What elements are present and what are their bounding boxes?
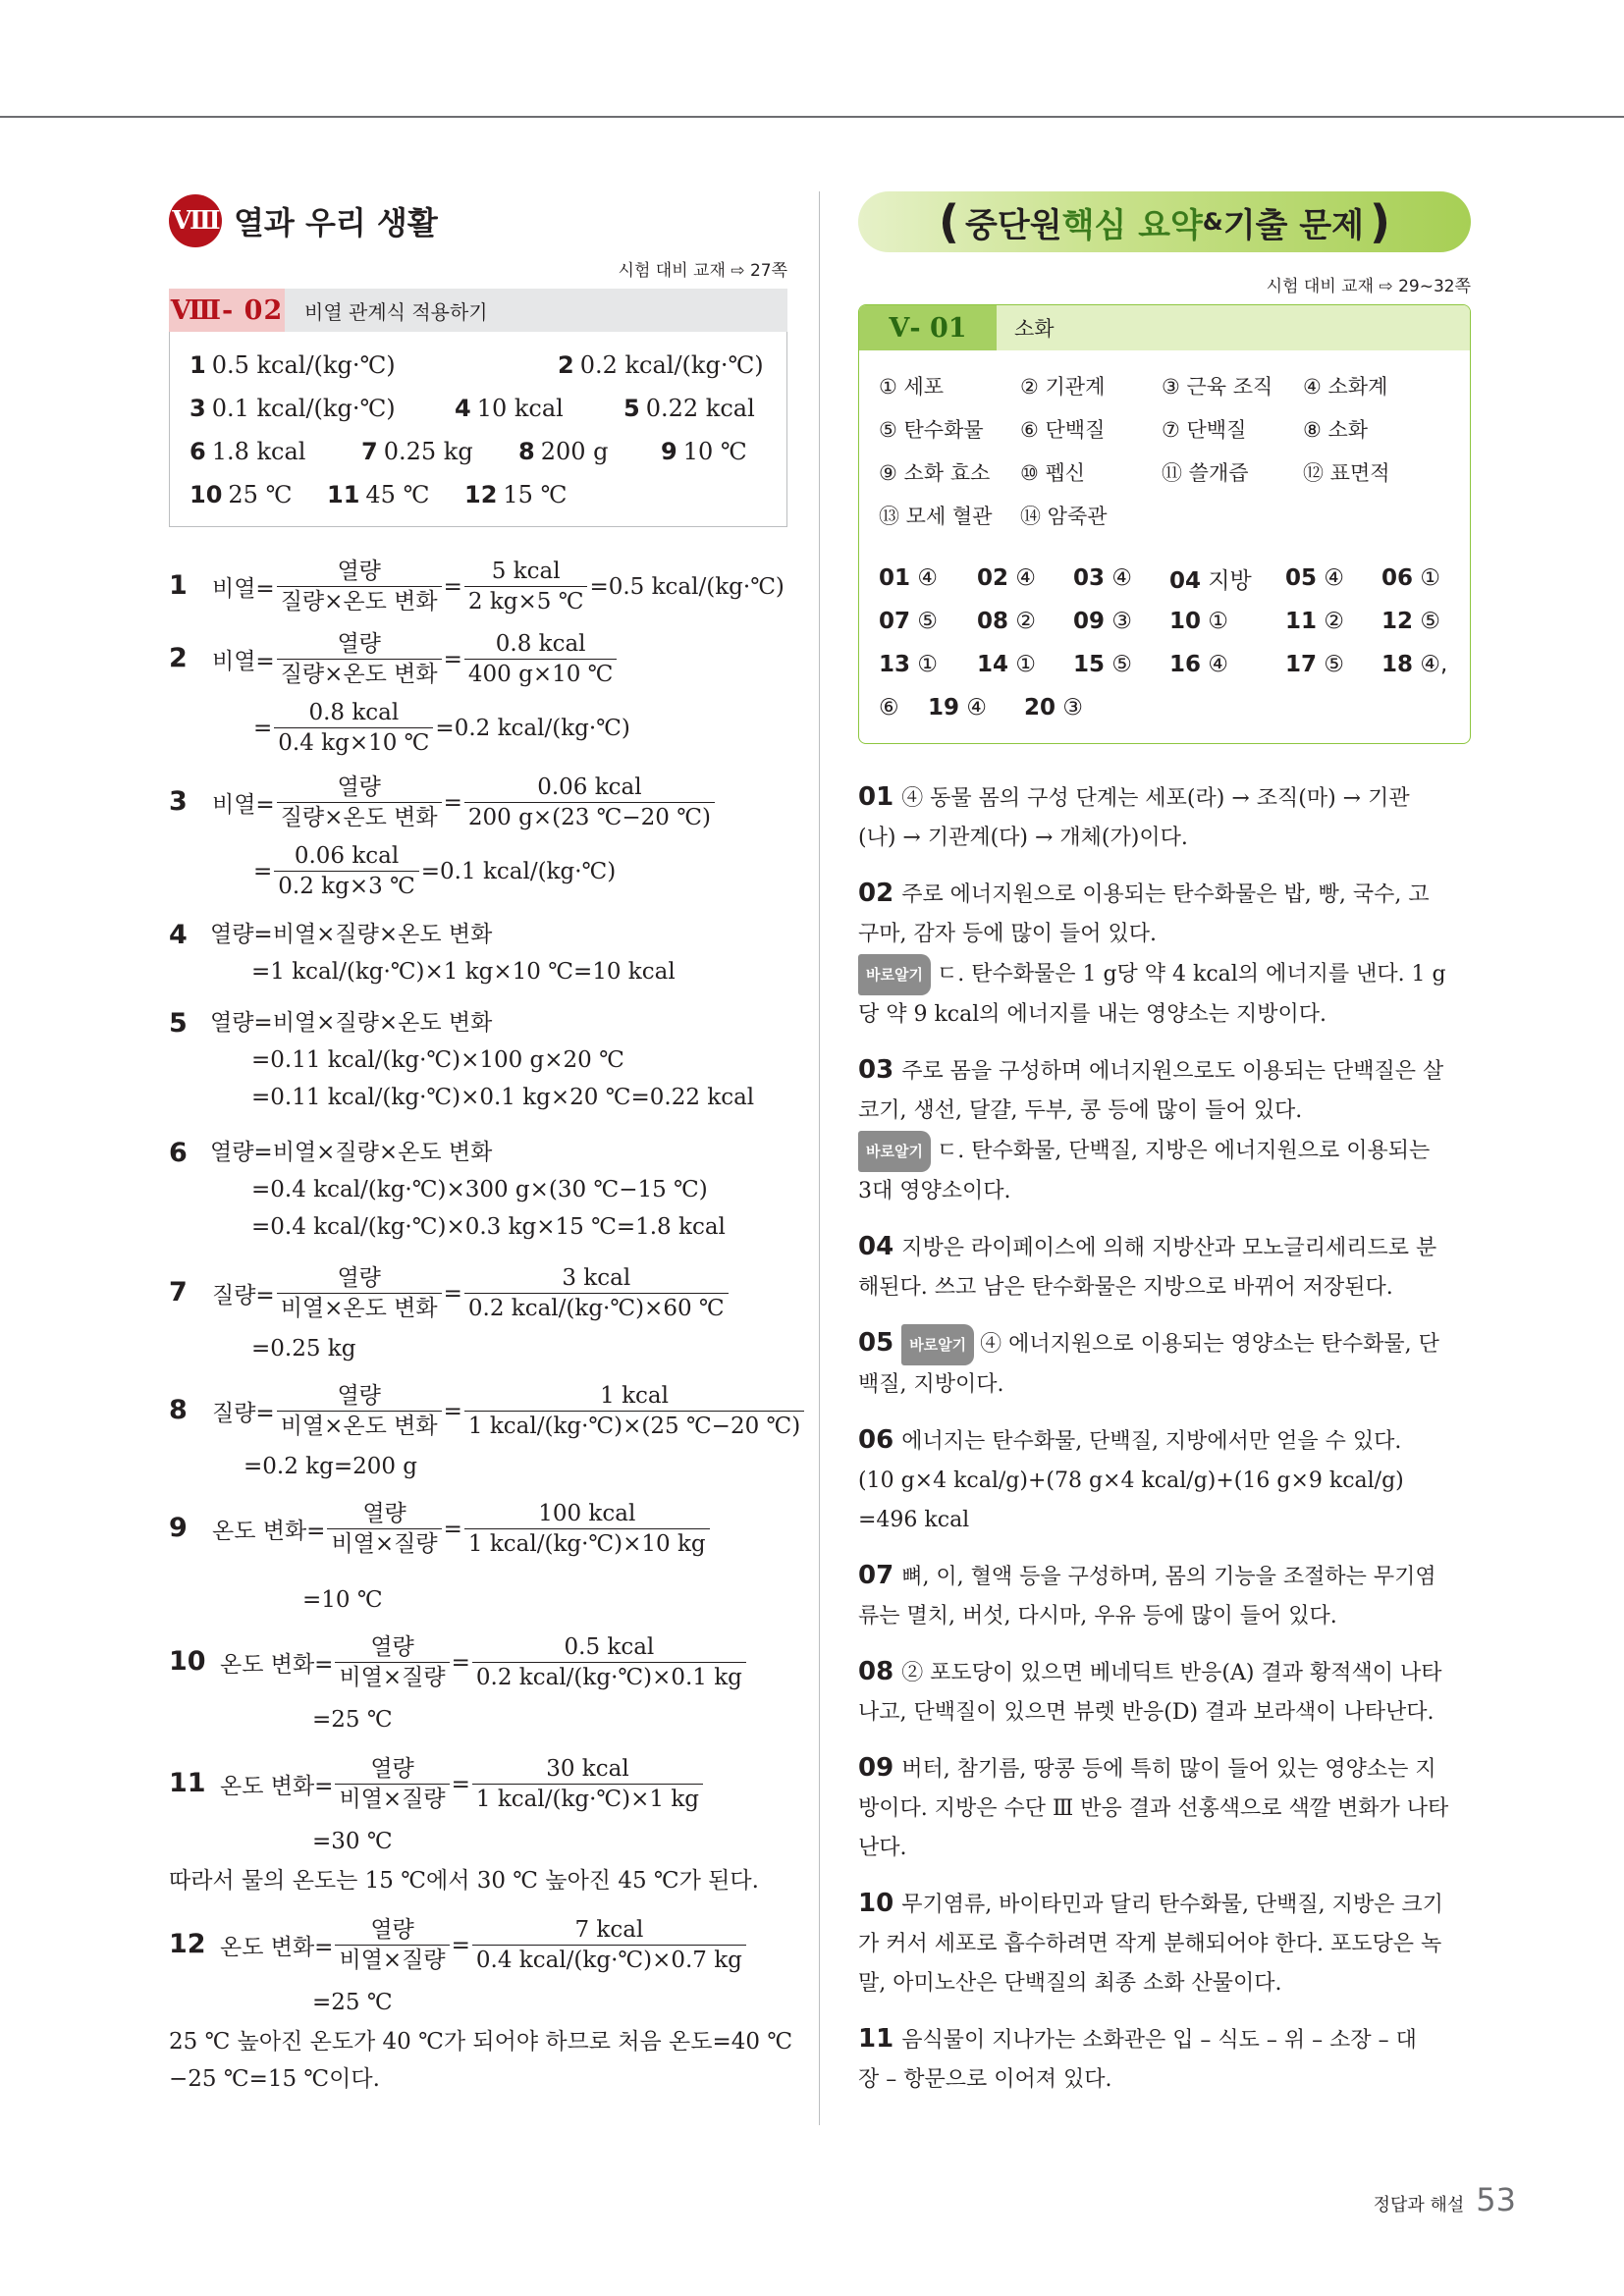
column-divider	[819, 191, 820, 2125]
explanation-text: 뼈, 이, 혈액 등을 구성하며, 몸의 기능을 조절하는 무기염	[901, 1565, 1436, 1589]
eq-lhs: 비열=	[212, 576, 275, 602]
explanation-text: =496 kcal	[858, 1508, 970, 1532]
banner-text: 중단원	[965, 205, 1062, 245]
explanation-04	[858, 1227, 1471, 1308]
solution-number: 2	[169, 643, 188, 673]
explanation-text: 에너지는 탄수화물, 단백질, 지방에서만 얻을 수 있다.	[901, 1429, 1402, 1454]
eq-line: =1 kcal/(kg·℃)×1 kg×10 ℃=10 kcal	[251, 959, 676, 985]
section-code: Ⅷ- 02	[169, 289, 285, 332]
eq-result: =0.5 kcal/(kg·℃)	[589, 573, 785, 600]
answer-item: 7 0.25 kg	[361, 438, 473, 465]
solution-number: 10	[169, 1646, 206, 1677]
answer-box	[169, 332, 787, 527]
banner-text: 핵심 요약	[1061, 205, 1203, 245]
keyword-row	[879, 494, 1450, 537]
answer-item: ⑥	[879, 695, 899, 721]
explanation-text: 당 약 9 kcal의 에너지를 내는 영양소는 지방이다.	[858, 1002, 1327, 1027]
explanation-number: 02	[858, 879, 894, 908]
keyword-item: ① 세포	[879, 375, 945, 399]
eq-lhs: 온도 변화=	[220, 1774, 334, 1799]
eq-result: =10 ℃	[302, 1587, 383, 1613]
summary-banner	[858, 191, 1471, 252]
answer-item: 18 ④,	[1381, 652, 1448, 677]
keyword-item: ⑨ 소화 효소	[879, 461, 991, 485]
answer-item: 06 ①	[1381, 565, 1440, 591]
textbook-reference: 시험 대비 교재 ⇨ 29~32쪽	[1266, 277, 1471, 296]
keyword-item: ⑥ 단백질	[1020, 418, 1106, 442]
keyword-item: ⑬ 모세 혈관	[879, 505, 993, 528]
fraction: $\frac{\text{0.5 kcal}}{\text{0.2 kcal/(kg·℃)×0.1 kg}}$	[472, 1632, 746, 1692]
fraction: $\frac{\text{100 kcal}}{\text{1 kcal/(kg·℃)×10 kg}}$	[464, 1499, 710, 1559]
explanation-number: 04	[858, 1232, 894, 1261]
explanation-text: 코기, 생선, 달걀, 두부, 콩 등에 많이 들어 있다.	[858, 1098, 1303, 1123]
explanation-text: 난다.	[858, 1836, 907, 1860]
banner-text: &	[1202, 208, 1223, 236]
eq-line: =0.4 kcal/(kg·℃)×0.3 kg×15 ℃=1.8 kcal	[251, 1214, 726, 1240]
keyword-item: ③ 근육 조직	[1162, 375, 1273, 399]
section-bar	[169, 289, 787, 332]
unit-badge: Ⅷ	[169, 194, 222, 247]
fraction: $\frac{\text{열량}}{\text{비열×질량}}$	[335, 1754, 449, 1814]
keyword-item: ⑫ 표면적	[1303, 461, 1390, 485]
explanation-text: 방이다. 지방은 수단 Ⅲ 반응 결과 선홍색으로 색깔 변화가 나타	[858, 1796, 1449, 1821]
eq-result: =0.1 kcal/(kg·℃)	[420, 858, 617, 884]
answer-item: 12 ⑤	[1381, 609, 1440, 634]
eq-sign: =	[443, 1398, 462, 1424]
explanation-11	[858, 2019, 1471, 2100]
keyword-item: ⑦ 단백질	[1162, 418, 1247, 442]
answer-item: 3 0.1 kcal/(kg·℃)	[189, 395, 396, 422]
answer-item: 07 ⑤	[879, 609, 938, 634]
solution-number: 9	[169, 1513, 188, 1543]
answer-item: 13 ①	[879, 652, 938, 677]
solution-2	[169, 629, 787, 765]
answer-item: 03 ④	[1073, 565, 1132, 591]
answer-row	[189, 387, 767, 430]
answer-item: 10 25 ℃	[189, 481, 293, 508]
answer-row	[879, 686, 1450, 729]
fraction: $\frac{\text{열량}}{\text{질량×온도 변화}}$	[277, 557, 442, 616]
answer-item: 08 ②	[977, 609, 1036, 634]
solution-number: 5	[169, 1008, 188, 1039]
solution-number: 7	[169, 1277, 188, 1308]
eq-sign: =	[443, 646, 462, 672]
banner-bracket: (	[939, 195, 960, 248]
page-number: 53	[1476, 2181, 1516, 2218]
explanation-text: 구마, 감자 등에 많이 들어 있다.	[858, 922, 1157, 946]
explanation-number: 01	[858, 782, 894, 812]
explanation-05	[858, 1323, 1471, 1405]
fraction: $\frac{\text{열량}}{\text{비열×온도 변화}}$	[277, 1263, 442, 1323]
answer-item: 19 ④	[928, 695, 987, 721]
solution-8	[169, 1381, 801, 1491]
answer-item: 5 0.22 kcal	[623, 395, 755, 422]
answer-item: 17 ⑤	[1285, 652, 1344, 677]
eq-lhs: 질량=	[212, 1401, 275, 1426]
explanation-text: ④ 에너지원으로 이용되는 영양소는 탄수화물, 단	[980, 1332, 1439, 1357]
answer-item: 1 0.5 kcal/(kg·℃)	[189, 351, 396, 379]
explanation-text: ④ 동물 몸의 구성 단계는 세포(라) → 조직(마) → 기관	[901, 786, 1410, 811]
explanation-10	[858, 1884, 1471, 2003]
solution-11	[169, 1754, 787, 1907]
explanations	[858, 777, 1471, 2100]
explanation-text: ㄷ. 탄수화물은 1 g당 약 4 kcal의 에너지를 낸다. 1 g	[936, 962, 1446, 987]
fraction: $\frac{\text{0.8 kcal}}{400 g\times 10 ℃}$	[464, 629, 618, 689]
fraction: $\frac{\text{1 kcal}}{\text{1 kcal/(kg·℃)×(25 ℃−20 ℃)}}$	[464, 1381, 804, 1441]
fraction: $\frac{\text{열량}}{\text{비열×질량}}$	[327, 1499, 441, 1559]
unit-title: 열과 우리 생활	[234, 204, 438, 241]
solution-note: 25 ℃ 높아진 온도가 40 ℃가 되어야 하므로 처음 온도=40 ℃	[169, 2029, 793, 2055]
banner-bracket: )	[1369, 195, 1390, 248]
solution-12	[169, 1915, 793, 2102]
keyword-list	[859, 350, 1470, 543]
eq-result: =0.2 kcal/(kg·℃)	[435, 715, 630, 741]
explanation-text: 무기염류, 바이타민과 달리 탄수화물, 단백질, 지방은 크기	[901, 1893, 1443, 1917]
eq-sign: =	[451, 1771, 470, 1797]
explanation-number: 05	[858, 1328, 894, 1358]
eq-result: =30 ℃	[312, 1829, 393, 1854]
answer-key	[859, 543, 1470, 743]
eq-sign: =	[253, 858, 273, 884]
section-title: 소화	[1014, 317, 1055, 341]
textbook-reference: 시험 대비 교재 ⇨ 27쪽	[618, 261, 787, 281]
explanation-number: 03	[858, 1055, 894, 1085]
eq-sign: =	[443, 1280, 462, 1307]
answer-row	[879, 600, 1450, 643]
page-footer	[1374, 2181, 1516, 2218]
keyword-item: ⑪ 쓸개즙	[1162, 461, 1249, 485]
keyword-item: ④ 소화계	[1303, 375, 1388, 399]
explanation-text: 나고, 단백질이 있으면 뷰렛 반응(D) 결과 보라색이 나타난다.	[858, 1700, 1435, 1725]
eq-lhs: 온도 변화=	[220, 1935, 334, 1960]
answer-row	[189, 344, 767, 387]
solution-number: 4	[169, 920, 188, 950]
eq-lhs: 비열=	[212, 649, 275, 674]
solution-7	[169, 1263, 787, 1373]
fraction: $\frac{\text{30 kcal}}{\text{1 kcal/(kg·℃)×1 kg}}$	[472, 1754, 703, 1814]
answer-item: 15 ⑤	[1073, 652, 1132, 677]
explanation-number: 09	[858, 1753, 894, 1783]
keyword-item: ⑧ 소화	[1303, 418, 1369, 442]
explanation-text: 류는 멸치, 버섯, 다시마, 우유 등에 많이 들어 있다.	[858, 1604, 1337, 1629]
keyword-item: ⑩ 펩신	[1020, 461, 1086, 485]
answer-item: 9 10 ℃	[661, 438, 747, 465]
fraction: $\frac{\text{3 kcal}}{\text{0.2 kcal/(kg·℃)×60 ℃}}$	[464, 1263, 729, 1323]
explanation-06	[858, 1420, 1471, 1540]
eq-line: 열량=비열×질량×온도 변화	[210, 1010, 493, 1036]
summary-box	[858, 304, 1471, 744]
eq-sign: =	[451, 1649, 470, 1676]
answer-item: 10 ①	[1169, 609, 1228, 634]
fraction: $\frac{\text{7 kcal}}{\text{0.4 kcal/(kg·℃)×0.7 kg}}$	[472, 1915, 746, 1975]
answer-item: 16 ④	[1169, 652, 1228, 677]
footer-label: 정답과 해설	[1373, 2195, 1465, 2216]
keyword-row	[879, 407, 1450, 451]
correction-tag: 바로알기	[858, 954, 931, 995]
eq-sign: =	[443, 573, 462, 600]
answer-item: 2 0.2 kcal/(kg·℃)	[558, 351, 764, 379]
fraction: $\frac{\text{5 kcal}}{2 kg\times 5 ℃}$	[464, 557, 588, 616]
answer-item: 11 ②	[1285, 609, 1344, 634]
answer-row	[879, 557, 1450, 600]
left-column	[169, 191, 801, 2109]
solution-6	[169, 1134, 787, 1255]
explanation-text: 음식물이 지나가는 소화관은 입 – 식도 – 위 – 소장 – 대	[901, 2028, 1417, 2053]
eq-line: 열량=비열×질량×온도 변화	[210, 922, 493, 947]
keyword-item: ② 기관계	[1020, 375, 1106, 399]
eq-line: =0.11 kcal/(kg·℃)×100 g×20 ℃	[251, 1047, 624, 1073]
solution-number: 8	[169, 1395, 188, 1425]
explanation-03	[858, 1050, 1471, 1211]
answer-item: 12 15 ℃	[464, 481, 568, 508]
explanation-number: 08	[858, 1657, 894, 1686]
explanation-text: ② 포도당이 있으면 베네딕트 반응(A) 결과 황적색이 나타	[901, 1661, 1442, 1685]
explanation-text: 주로 몸을 구성하며 에너지원으로도 이용되는 단백질은 살	[901, 1059, 1444, 1084]
correction-tag: 바로알기	[901, 1324, 974, 1365]
explanation-text: 3대 영양소이다.	[858, 1179, 1011, 1203]
explanation-text: 백질, 지방이다.	[858, 1372, 1004, 1397]
eq-result: =0.25 kg	[251, 1336, 356, 1362]
answer-item: 09 ③	[1073, 609, 1132, 634]
solution-9	[169, 1499, 787, 1625]
solution-note: 따라서 물의 온도는 15 ℃에서 30 ℃ 높아진 45 ℃가 된다.	[169, 1868, 759, 1894]
fraction: $\frac{\text{0.8 kcal}}{0.4 kg\times 10 ℃}$	[274, 698, 433, 758]
solution-5	[169, 1004, 787, 1126]
correction-tag: 바로알기	[858, 1131, 931, 1172]
fraction: $\frac{\text{열량}}{\text{비열×질량}}$	[335, 1915, 449, 1975]
eq-result: =0.2 kg=200 g	[244, 1454, 418, 1479]
explanation-01	[858, 777, 1471, 858]
eq-line: 열량=비열×질량×온도 변화	[210, 1140, 493, 1165]
answer-item: 20 ③	[1024, 695, 1083, 721]
solution-1	[169, 557, 787, 621]
solution-number: 3	[169, 786, 188, 817]
explanation-text: (10 g×4 kcal/g)+(78 g×4 kcal/g)+(16 g×9 kcal/g)	[858, 1468, 1404, 1493]
keyword-row	[879, 451, 1450, 494]
answer-row	[879, 643, 1450, 686]
eq-line: =0.11 kcal/(kg·℃)×0.1 kg×20 ℃=0.22 kcal	[251, 1085, 755, 1110]
explanation-text: 장 – 항문으로 이어져 있다.	[858, 2067, 1112, 2092]
solution-3	[169, 773, 787, 908]
eq-sign: =	[253, 715, 273, 741]
eq-line: =0.4 kcal/(kg·℃)×300 g×(30 ℃−15 ℃)	[251, 1177, 708, 1202]
solution-10	[169, 1632, 787, 1746]
answer-item: 02 ④	[977, 565, 1036, 591]
section-title: 비열 관계식 적용하기	[304, 299, 488, 324]
keyword-item: ⑤ 탄수화물	[879, 418, 984, 442]
keyword-item: ⑭ 암죽관	[1020, 505, 1108, 528]
solution-number: 11	[169, 1768, 206, 1798]
answer-row	[189, 473, 767, 516]
answer-item: 11 45 ℃	[327, 481, 430, 508]
explanation-text: (나) → 기관계(다) → 개체(가)이다.	[858, 826, 1188, 850]
fraction: $\frac{\text{열량}}{\text{질량×온도 변화}}$	[277, 629, 442, 689]
banner-text: 기출 문제	[1222, 205, 1364, 245]
eq-result: =25 ℃	[312, 1990, 393, 2015]
explanation-text: 가 커서 세포로 흡수하려면 작게 분해되어야 한다. 포도당은 녹	[858, 1932, 1442, 1956]
solution-number: 1	[169, 570, 188, 601]
explanation-text: ㄷ. 탄수화물, 단백질, 지방은 에너지원으로 이용되는	[936, 1139, 1431, 1163]
eq-sign: =	[443, 1516, 462, 1542]
solution-note: −25 ℃=15 ℃이다.	[169, 2066, 380, 2092]
explanation-08	[858, 1652, 1471, 1733]
top-rule	[0, 116, 1624, 118]
explanation-09	[858, 1748, 1471, 1868]
solution-number: 6	[169, 1138, 188, 1168]
explanation-02	[858, 874, 1471, 1035]
fraction: $\frac{\text{열량}}{\text{비열×질량}}$	[335, 1632, 449, 1692]
explanation-text: 지방은 라이페이스에 의해 지방산과 모노글리세리드로 분	[901, 1236, 1437, 1260]
eq-lhs: 온도 변화=	[212, 1519, 326, 1544]
explanation-07	[858, 1556, 1471, 1636]
answer-item: 14 ①	[977, 652, 1036, 677]
keyword-row	[879, 364, 1450, 407]
fraction: $\frac{\text{열량}}{\text{질량×온도 변화}}$	[277, 773, 442, 832]
fraction: $\frac{\text{열량}}{\text{비열×온도 변화}}$	[277, 1381, 442, 1441]
fraction: $\frac{\text{0.06 kcal}}{200 g\times(23 ℃-20 ℃)}$	[464, 773, 715, 832]
explanation-number: 11	[858, 2024, 894, 2054]
explanation-number: 10	[858, 1889, 894, 1918]
solution-4	[169, 916, 787, 996]
answer-item: 6 1.8 kcal	[189, 438, 306, 465]
unit-header	[169, 191, 787, 250]
section-code: Ⅴ- 01	[859, 305, 997, 350]
eq-result: =25 ℃	[312, 1707, 393, 1733]
explanation-text: 주로 에너지원으로 이용되는 탄수화물은 밥, 빵, 국수, 고	[901, 882, 1430, 907]
answer-item: 8 200 g	[518, 438, 609, 465]
answer-item: 01 ④	[879, 565, 938, 591]
explanation-number: 07	[858, 1561, 894, 1590]
eq-lhs: 온도 변화=	[220, 1652, 334, 1678]
answer-item: 4 10 kcal	[455, 395, 564, 422]
eq-sign: =	[451, 1932, 470, 1958]
explanation-text: 해된다. 쓰고 남은 탄수화물은 지방으로 바뀌어 저장된다.	[858, 1275, 1393, 1300]
solution-number: 12	[169, 1929, 206, 1959]
answer-row	[189, 430, 767, 473]
answer-item: 05 ④	[1285, 565, 1344, 591]
eq-sign: =	[443, 789, 462, 816]
explanation-text: 말, 아미노산은 단백질의 최종 소화 산물이다.	[858, 1971, 1282, 1996]
eq-lhs: 비열=	[212, 792, 275, 818]
explanation-text: 버터, 참기름, 땅콩 등에 특히 많이 들어 있는 영양소는 지	[901, 1757, 1436, 1782]
answer-item: 04 지방	[1169, 567, 1252, 594]
eq-lhs: 질량=	[212, 1283, 275, 1308]
explanation-number: 06	[858, 1425, 894, 1455]
fraction: $\frac{\text{0.06 kcal}}{0.2 kg\times 3 ℃}$	[274, 841, 419, 901]
right-column	[858, 191, 1471, 2115]
section-bar	[859, 305, 1470, 350]
solutions	[169, 557, 801, 2102]
